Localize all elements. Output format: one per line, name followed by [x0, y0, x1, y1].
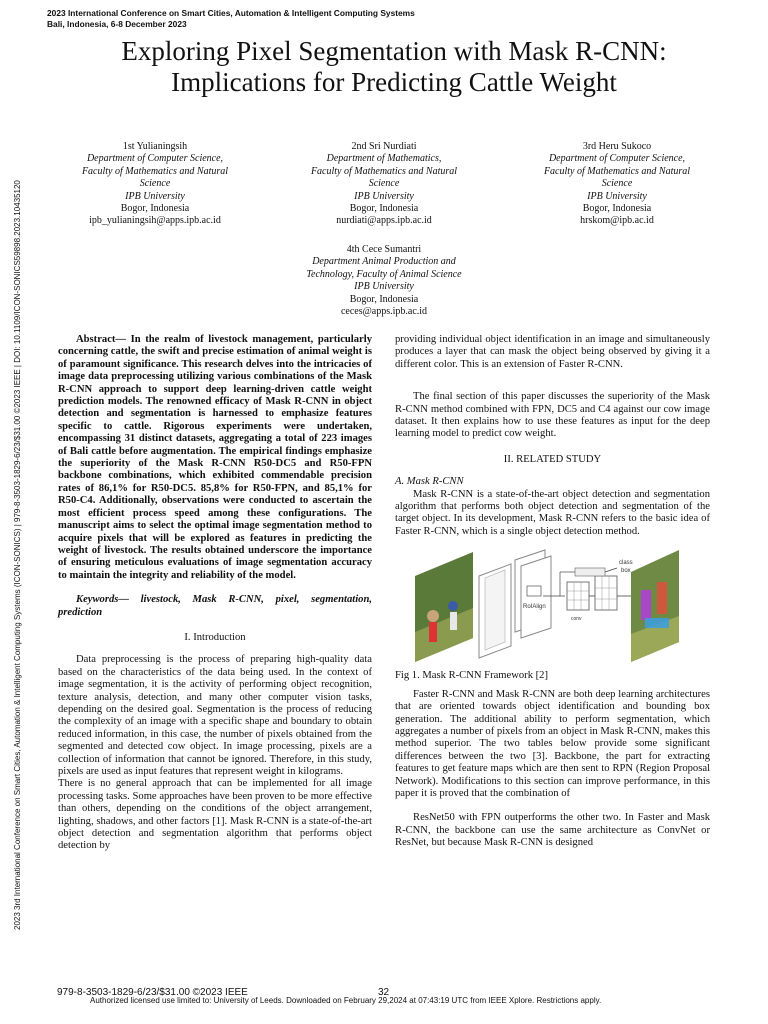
- footer-isbn: 979-8-3503-1829-6/23/$31.00 ©2023 IEEE: [57, 987, 248, 998]
- footer-license-notice: Authorized licensed use limited to: University of Leeds. Downloaded on February 29,2024 at 07:43:19 UTC from IEEE Xplore. Restrictions apply.: [90, 996, 602, 1005]
- author-city: Bogor, Indonesia: [582, 203, 652, 215]
- author-dept: Science: [139, 178, 171, 190]
- author-university: IPB University: [354, 281, 414, 293]
- author-city: Bogor, Indonesia: [120, 203, 190, 215]
- author-university: IPB University: [587, 190, 647, 202]
- author-email[interactable]: nurdiati@apps.ipb.ac.id: [336, 215, 432, 227]
- intro-paragraph-4: The final section of this paper discusses the superiority of the Mask R-CNN method combined with FPN, DC5 and C4 against our cow image dataset. It then explains how to use these features as input for the deep learning model to predict cow weight.: [395, 391, 710, 440]
- conference-location: Bali, Indonesia, 6-8 December 2023: [47, 19, 187, 29]
- side-doi-note: 2023 3rd International Conference on Smart Cities, Automation & Intelligent Computing Systems (ICON-SONICS) | 979-8-3503-1829-6/23/$31.00 ©2023 IEEE | DOI: 10.1109/ICON-SONICS59898.2023.10435120: [13, 180, 22, 930]
- roi-stack-front: [521, 556, 551, 638]
- conference-header: [47, 8, 415, 30]
- author-city: Bogor, Indonesia: [349, 203, 419, 215]
- right-column: [395, 334, 710, 850]
- author-dept: Faculty of Mathematics and Natural: [310, 165, 458, 177]
- input-image: [415, 552, 473, 662]
- author-university: IPB University: [125, 190, 185, 202]
- roialign-label: RoIAlign: [523, 604, 546, 611]
- related-paragraph-1: Mask R-CNN is a state-of-the-art object detection and segmentation algorithm that performs both object detection and segmentation of the target object. In its development, Mask R-CNN refers to the basic idea of Faster R-CNN, which is a single object detection method.: [395, 488, 710, 537]
- feature-map-layer: [485, 570, 505, 650]
- fc-head: [575, 568, 605, 576]
- author-email[interactable]: ipb_yulianingsih@apps.ipb.ac.id: [89, 215, 221, 227]
- title-line-1: Exploring Pixel Segmentation with Mask R-CNN:: [121, 36, 667, 66]
- author-dept: Faculty of Mathematics and Natural: [81, 165, 229, 177]
- abstract: Abstract— In the realm of livestock management, particularly concerning cattle, the swift and precise estimation of animal weight is of paramount significance. This research delves into the intricacies of image data preprocessing utilizing various combinations of the Mask R-CNN approach to support deep learning-driven cattle weight prediction models. The renowned efficacy of Mask R-CNN in object detection and segmentation is harnessed to emphasize features specific to cattle. Rigorous experiments were undertaken, encompassing 31 distinct datasets, aggregating a total of 223 images of Bali cattle before augmentation. The empirical findings emphasize the superiority of the Mask R-CNN R50-DC5 and R50-FPN backbone combinations, which exhibited commendable precision rates of 86,1% for R50-DC5. 85,8% for R50-FPN, and 85,1% for R50-C4. Additionally, observations were conducted to ascertain the most efficient process speed among these configurations. The manuscript aims to select the optimal image segmentation method to acquire pixels that will be explored as features in predicting the weight of livestock. The results obtained underscore the importance of ensuring meticulous evaluations of image segmentation accuracy to maintain the integrity and reliability of the model.: [58, 334, 372, 581]
- author-dept: Department of Computer Science,: [86, 153, 224, 165]
- output-image: [631, 550, 679, 662]
- intro-paragraph-1: Data preprocessing is the process of preparing high-quality data based on the characteristics of the data being used. In the context of image segmentation, it is the activity of performing object recognition, texture analysis, detection, and many other computer vision tasks, depending on the desired goal. Segmentation is the process of reducing the complexity of an image with a specific shape and boundary to obtain reduced information, in this case, the number of pixels obtained from the segmented and detected cow object. In image processing, pixels are a collection of information that cannot be ignored. Therefore, in this study, pixels are used as input features that represent weight in kilograms.: [58, 654, 372, 777]
- related-paragraph-3: ResNet50 with FPN outperforms the other two. In Faster and Mask R-CNN, the backbone can use the same architecture as ConvNet or ResNet, but because Mask R-CNN is designed: [395, 812, 710, 849]
- author-block-4: [284, 244, 484, 318]
- intro-paragraph-3: providing individual object identification in an image and simultaneously produces a layer that can mask the object being observed by giving it a different color. This is an extension of Faster R-CNN.: [395, 334, 710, 370]
- author-name: 3rd Heru Sukoco: [582, 141, 652, 152]
- author-dept: Faculty of Mathematics and Natural: [543, 165, 691, 177]
- author-city: Bogor, Indonesia: [349, 293, 419, 305]
- author-name: 1st Yulianingsih: [122, 141, 188, 152]
- author-block-2: [289, 141, 479, 228]
- conv-label: conv: [571, 616, 582, 623]
- author-dept: Department of Computer Science,: [548, 153, 686, 165]
- keywords: Keywords— livestock, Mask R-CNN, pixel, segmentation, prediction: [58, 594, 372, 618]
- author-dept: Department Animal Production and: [312, 256, 456, 268]
- author-dept: Science: [368, 178, 400, 190]
- figure-caption: Fig 1. Mask R-CNN Framework [2]: [395, 670, 549, 682]
- subsection-heading-mask-rcnn: A. Mask R-CNN: [395, 476, 464, 488]
- related-paragraph-2: Faster R-CNN and Mask R-CNN are both deep learning architectures that are oriented towards object identification and bounding box generation. The additional ability to perform segmentation, which aggregates a number of pixels from an object in Mask R-CNN, makes this method superior. The two tables below provide some significant differences between the two [3]. Backbone, the part for extracting features to get feature maps which are then sent to RPN (Region Proposal Network). Modifications to this section can improve performance, in this paper it is proved that the combination of: [395, 688, 710, 799]
- conference-name: 2023 International Conference on Smart Cities, Automation & Intelligent Computing Systems: [47, 8, 415, 18]
- author-name: 4th Cece Sumantri: [346, 244, 422, 255]
- arrow-to-class-box: [605, 568, 617, 572]
- section-heading-related-study: II. RELATED STUDY: [503, 453, 602, 465]
- author-dept: Department of Mathematics,: [326, 153, 442, 165]
- left-column: [58, 334, 372, 853]
- class-label: class: [619, 560, 633, 567]
- author-block-3: [522, 141, 712, 228]
- intro-paragraph-2: There is no general approach that can be implemented for all image processing tasks. Some approaches have been proven to be more effective than others, depending on the conditions of the object arrangement, lighting, shadows, and other factors [1]. Mask R-CNN is a state-of-the-art object detection and segmentation algorithm that performs object detection by: [58, 778, 372, 852]
- page-number: 32: [378, 987, 390, 998]
- paper-title: [40, 36, 748, 98]
- author-university: IPB University: [354, 190, 414, 202]
- author-email[interactable]: ceces@apps.ipb.ac.id: [340, 306, 428, 318]
- author-email[interactable]: hrskom@ipb.ac.id: [580, 215, 654, 227]
- mask-rcnn-framework-figure: [395, 546, 710, 664]
- author-dept: Technology, Faculty of Animal Science: [306, 268, 462, 280]
- section-heading-introduction: I. Introduction: [184, 631, 246, 643]
- conv-grid: [567, 576, 617, 610]
- title-line-2: Implications for Predicting Cattle Weight: [171, 67, 617, 97]
- box-label: box: [621, 568, 631, 575]
- author-name: 2nd Sri Nurdiati: [351, 141, 417, 152]
- author-dept: Science: [601, 178, 633, 190]
- author-block-1: [60, 141, 250, 228]
